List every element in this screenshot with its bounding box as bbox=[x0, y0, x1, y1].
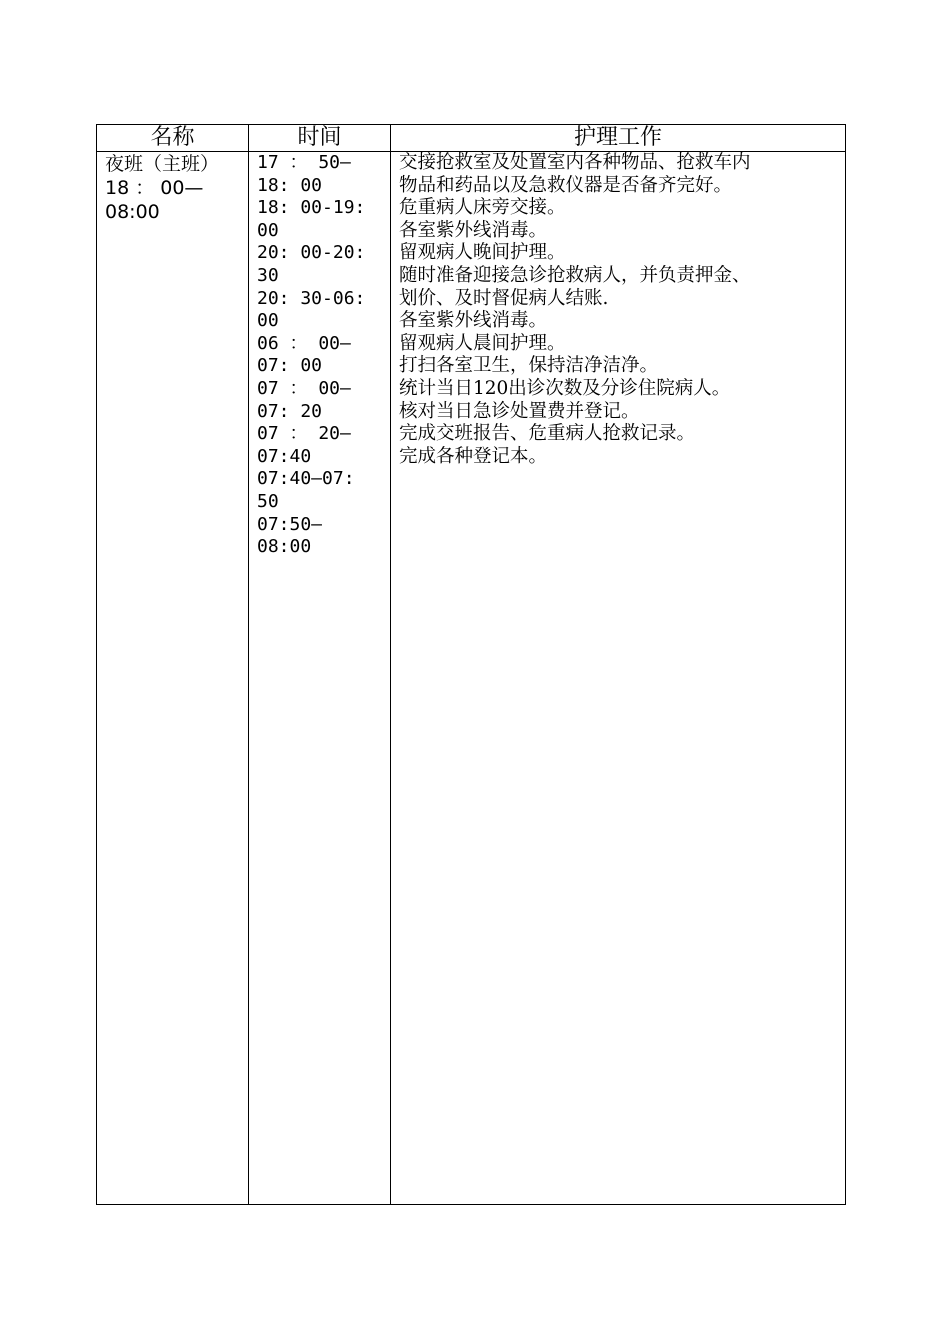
column-divider bbox=[248, 125, 249, 1204]
shift-name-cell bbox=[105, 152, 241, 224]
work-line: 统计当日120出诊次数及分诊住院病人。 bbox=[399, 377, 731, 399]
time-line: 06 ： 00— bbox=[257, 332, 351, 354]
work-line: 留观病人晚间护理。 bbox=[399, 242, 566, 264]
header-name: 名称 bbox=[150, 125, 195, 150]
work-line: 完成交班报告、危重病人抢救记录。 bbox=[399, 423, 696, 445]
time-line: 17 ： 50— bbox=[257, 152, 351, 173]
header-time: 时间 bbox=[297, 125, 342, 150]
time-line: 07 ： 20— bbox=[257, 423, 351, 445]
work-line: 随时准备迎接急诊抢救病人，并负责押金、 bbox=[399, 264, 751, 286]
time-line: 07:40—07: bbox=[257, 468, 355, 490]
shift-name-line: 18 ： 00— bbox=[105, 177, 204, 199]
work-line: 危重病人床旁交接。 bbox=[399, 197, 566, 219]
time-line: 07: 20 bbox=[257, 400, 323, 422]
work-line: 各室紫外线消毒。 bbox=[399, 310, 548, 332]
shift-name-line: 08:00 bbox=[105, 201, 160, 223]
time-line: 30 bbox=[257, 264, 279, 286]
time-line: 18: 00 bbox=[257, 174, 323, 196]
time-line: 50 bbox=[257, 490, 279, 512]
time-line: 07:50— bbox=[257, 513, 323, 535]
nursing-work-cell bbox=[399, 152, 843, 468]
work-line: 完成各种登记本。 bbox=[399, 445, 548, 467]
work-line: 核对当日急诊处置费并登记。 bbox=[399, 400, 640, 422]
time-cell bbox=[257, 152, 387, 559]
work-line: 划价、及时督促病人结账. bbox=[399, 287, 609, 309]
time-line: 07 ： 00— bbox=[257, 377, 351, 399]
shift-name-line: 夜班（主班） bbox=[105, 153, 220, 175]
time-line: 08:00 bbox=[257, 536, 312, 558]
work-line: 打扫各室卫生，保持洁净洁净。 bbox=[399, 355, 659, 377]
work-line: 物品和药品以及急救仪器是否备齐完好。 bbox=[399, 174, 733, 196]
schedule-table bbox=[96, 124, 846, 1205]
time-line: 07:40 bbox=[257, 445, 312, 467]
time-line: 00 bbox=[257, 219, 279, 241]
time-line: 00 bbox=[257, 310, 279, 332]
time-line: 07: 00 bbox=[257, 355, 323, 377]
work-line: 交接抢救室及处置室内各种物品、抢救车内 bbox=[399, 152, 751, 173]
header-work: 护理工作 bbox=[573, 125, 662, 150]
time-line: 18: 00-19: bbox=[257, 197, 366, 219]
work-line: 留观病人晨间护理。 bbox=[399, 332, 566, 354]
time-line: 20: 00-20: bbox=[257, 242, 366, 264]
work-line: 各室紫外线消毒。 bbox=[399, 219, 548, 241]
time-line: 20: 30-06: bbox=[257, 287, 366, 309]
column-divider bbox=[390, 125, 391, 1204]
